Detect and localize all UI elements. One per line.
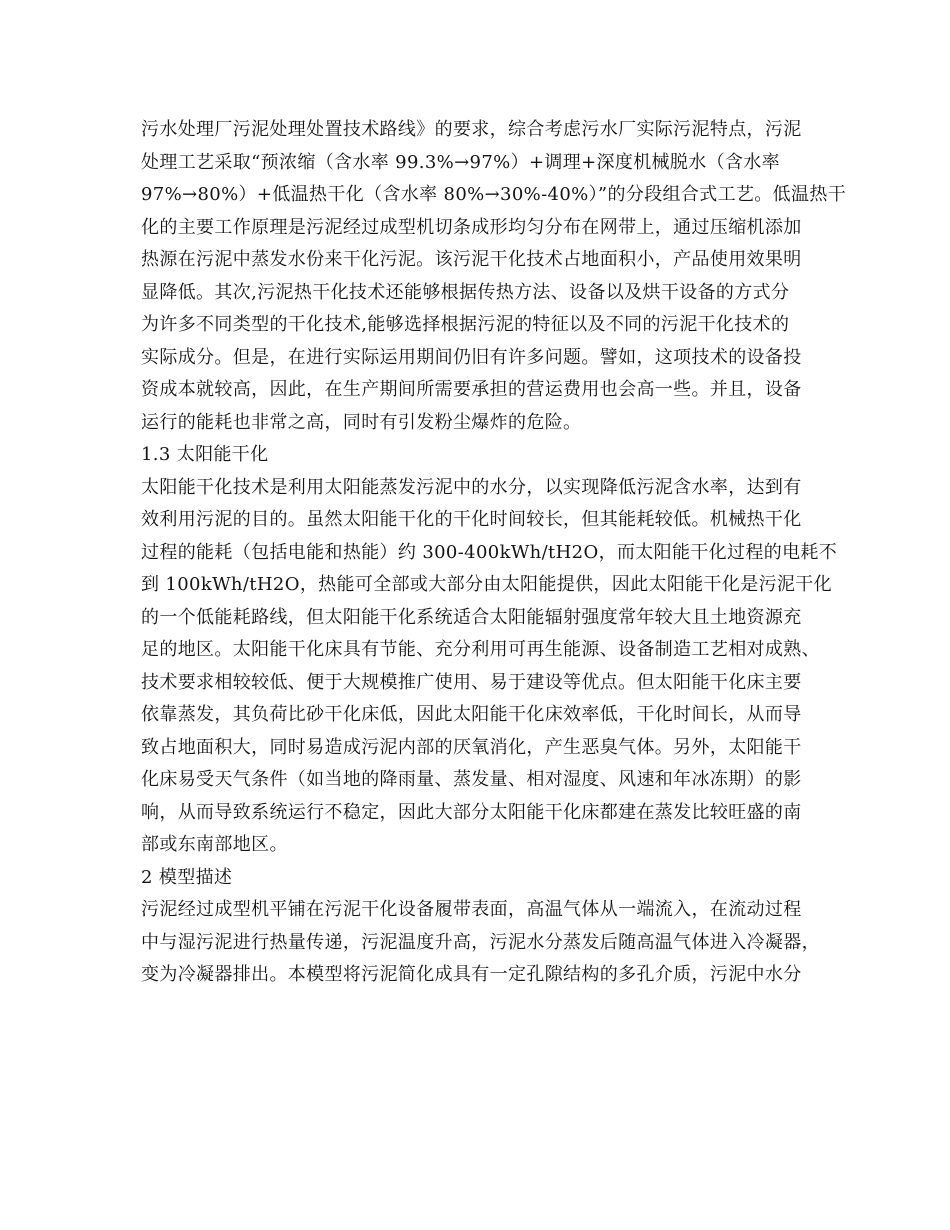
text-line: 化的主要工作原理是污泥经过成型机切条成形均匀分布在网带上，通过压缩机添加 (141, 216, 802, 238)
text-line: 中与湿污泥进行热量传递，污泥温度升高，污泥水分蒸发后随高温气体进入冷凝器， (141, 931, 820, 953)
text-line: 变为冷凝器排出。本模型将污泥简化成具有一定孔隙结构的多孔介质，污泥中水分 (141, 964, 802, 985)
section-heading: 2 模型描述 (141, 866, 233, 888)
text-line: 处理工艺采取“预浓缩（含水率 99.3%→97%）+调理+深度机械脱水（含水率 (141, 151, 781, 173)
text-line: 资成本就较高，因此，在生产期间所需要承担的营运费用也会高一些。并且，设备 (141, 379, 802, 400)
section-heading: 1.3 太阳能干化 (141, 444, 269, 465)
text-line: 太阳能干化技术是利用太阳能蒸发污泥中的水分，以实现降低污泥含水率，达到有 (141, 476, 802, 498)
text-line: 效利用污泥的目的。虽然太阳能干化的干化时间较长，但其能耗较低。机械热干化 (141, 509, 802, 530)
text-line: 部或东南部地区。 (141, 834, 288, 855)
text-line: 为许多不同类型的干化技术,能够选择根据污泥的特征以及不同的污泥干化技术的 (141, 314, 790, 335)
text-line: 到 100kWh/tH2O，热能可全部或大部分由太阳能提供，因此太阳能干化是污泥干化 (141, 574, 832, 595)
body-text (141, 114, 847, 992)
text-line: 技术要求相较较低、便于大规模推广使用、易于建设等优点。但太阳能干化床主要 (141, 671, 802, 693)
text-line: 依靠蒸发，其负荷比砂干化床低，因此太阳能干化床效率低，干化时间长，从而导 (141, 704, 802, 725)
text-line: 的一个低能耗路线，但太阳能干化系统适合太阳能辐射强度常年较大且土地资源充 (141, 606, 802, 628)
text-line: 运行的能耗也非常之高，同时有引发粉尘爆炸的危险。 (141, 411, 582, 433)
text-line: 污水处理厂污泥处理处置技术路线》的要求，综合考虑污水厂实际污泥特点，污泥 (141, 119, 802, 140)
text-line: 响，从而导致系统运行不稳定，因此大部分太阳能干化床都建在蒸发比较旺盛的南 (141, 801, 802, 823)
text-line: 致占地面积大，同时易造成污泥内部的厌氧消化，产生恶臭气体。另外，太阳能干 (141, 736, 802, 758)
text-line: 实际成分。但是，在进行实际运用期间仍旧有许多问题。譬如，这项技术的设备投 (141, 346, 802, 368)
text-line: 97%→80%）+低温热干化（含水率 80%→30%-40%）”的分段组合式工艺。低温热干 (141, 184, 847, 205)
text-line: 化床易受天气条件（如当地的降雨量、蒸发量、相对湿度、风速和年冰冻期）的影 (141, 769, 802, 790)
text-line: 显降低。其次,污泥热干化技术还能够根据传热方法、设备以及烘干设备的方式分 (141, 281, 790, 303)
text-line: 热源在污泥中蒸发水份来干化污泥。该污泥干化技术占地面积小，产品使用效果明 (141, 249, 802, 270)
text-line: 污泥经过成型机平铺在污泥干化设备履带表面，高温气体从一端流入，在流动过程 (141, 899, 802, 920)
text-line: 足的地区。太阳能干化床具有节能、充分利用可再生能源、设备制造工艺相对成熟、 (141, 639, 820, 660)
text-line: 过程的能耗（包括电能和热能）约 300-400kWh/tH2O，而太阳能干化过程的电耗不 (141, 541, 838, 563)
